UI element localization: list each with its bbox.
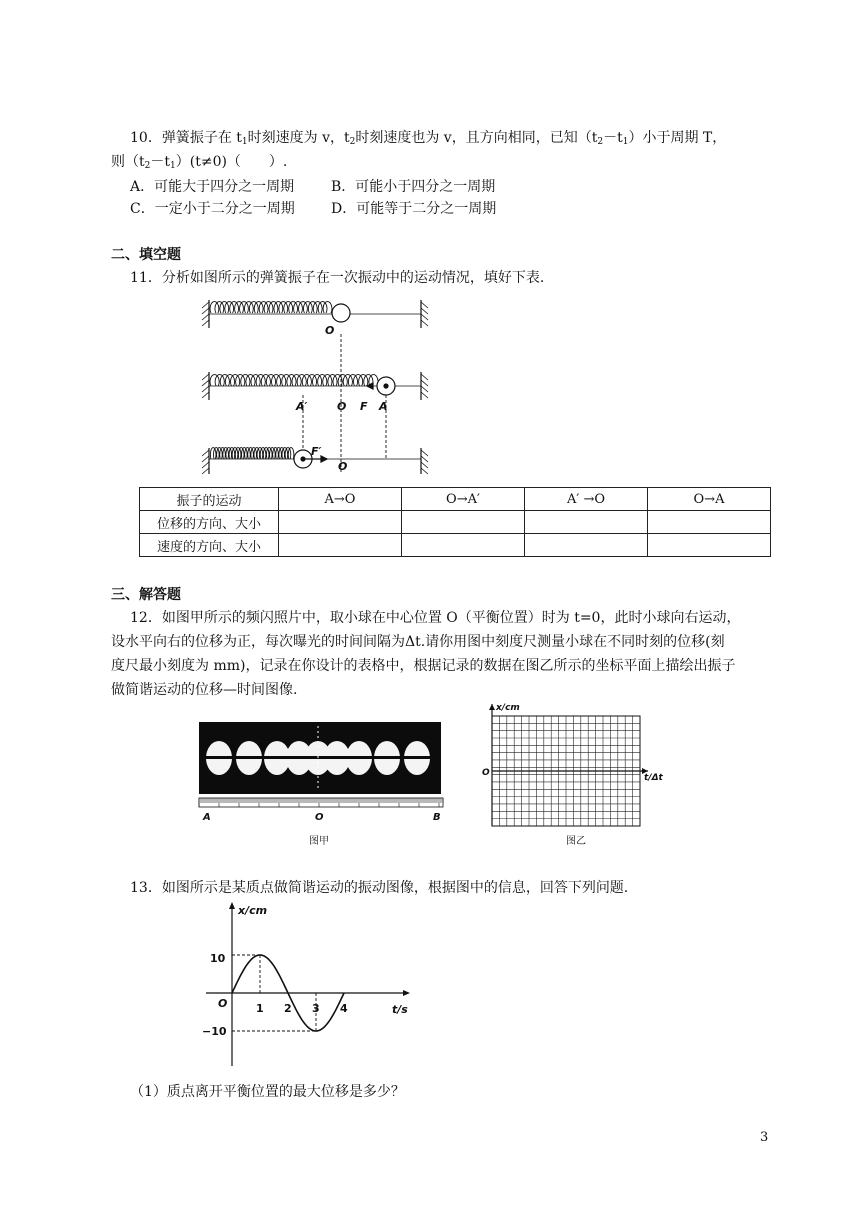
label-a: A bbox=[379, 400, 388, 413]
grid-x-label: t/Δt bbox=[644, 773, 663, 783]
q13-subquestion-1: （1）质点离开平衡位置的最大位移是多少？ bbox=[130, 1084, 405, 1100]
table-cell bbox=[402, 511, 525, 534]
label-f-prime: F′ bbox=[311, 445, 322, 458]
table-cell bbox=[279, 534, 402, 557]
table-cell bbox=[648, 511, 771, 534]
label-f: F bbox=[360, 400, 368, 413]
q10-line1: 10．弹簧振子在 $t_1$时刻速度为 v，$t_2$时刻速度也为 v，且方向相同，已知$(t_2-t_1)$小于周期 T， bbox=[130, 130, 727, 147]
ruler-label-a: A bbox=[203, 812, 211, 823]
vibration-graph bbox=[196, 900, 416, 1070]
q10-line2: 则$(t_2-t_1)(t\ne 0)$（ ）. bbox=[111, 154, 288, 171]
graph-origin: O bbox=[218, 997, 228, 1010]
table-header-cell: A→O bbox=[279, 488, 402, 511]
table-header-cell: O→A bbox=[648, 488, 771, 511]
ruler-label-b: B bbox=[433, 812, 441, 823]
q10-option-b: B．可能小于四分之一周期 bbox=[331, 179, 496, 195]
table-row-label: 位移的方向、大小 bbox=[140, 511, 279, 534]
ytick-label: −10 bbox=[202, 1025, 227, 1038]
table-header-cell: A′ →O bbox=[525, 488, 648, 511]
table-header-cell: O→A′ bbox=[402, 488, 525, 511]
ytick-label: 10 bbox=[210, 952, 226, 965]
fig-a-caption: 图甲 bbox=[309, 836, 329, 847]
table-cell bbox=[525, 511, 648, 534]
section-heading-answer: 三、解答题 bbox=[111, 587, 181, 603]
table-cell bbox=[402, 534, 525, 557]
label-o-row1: O bbox=[325, 324, 335, 337]
q10-option-d: D．可能等于二分之一周期 bbox=[331, 201, 497, 217]
motion-table bbox=[139, 487, 771, 557]
table-header-cell: 振子的运动 bbox=[140, 488, 279, 511]
table-header-row bbox=[140, 488, 771, 511]
label-a-prime: A′ bbox=[296, 400, 308, 413]
graph-x-label: t/s bbox=[392, 1003, 408, 1016]
q12-line4: 做简谐运动的位移—时间图像. bbox=[111, 682, 298, 698]
q13-text: 13．如图所示是某质点做简谐运动的振动图像，根据图中的信息，回答下列问题. bbox=[130, 880, 629, 896]
grid-origin: O bbox=[482, 768, 490, 778]
blank-grid-figure bbox=[478, 700, 678, 850]
q10-option-c: C．一定小于二分之一周期 bbox=[130, 201, 295, 217]
xtick-label: 4 bbox=[340, 1002, 348, 1015]
label-o-row3: O bbox=[338, 460, 348, 473]
page-number: 3 bbox=[760, 1130, 769, 1145]
table-row bbox=[140, 534, 771, 557]
section-heading-fill-in: 二、填空题 bbox=[111, 247, 181, 263]
strobe-photo-figure bbox=[197, 718, 451, 850]
q11-text: 11．分析如图所示的弹簧振子在一次振动中的运动情况，填好下表. bbox=[130, 270, 545, 286]
ruler-label-o: O bbox=[315, 812, 324, 823]
table-row-label: 速度的方向、大小 bbox=[140, 534, 279, 557]
label-o-row2: O bbox=[337, 400, 347, 413]
grid-y-label: x/cm bbox=[496, 703, 520, 713]
q12-line1: 12．如图甲所示的频闪照片中，取小球在中心位置 O（平衡位置）时为 t=0，此时小球向右运动， bbox=[130, 610, 741, 626]
q12-line2: 设水平向右的位移为正，每次曝光的时间间隔为Δt.请你用图中刻度尺测量小球在不同时刻的位移(刻 bbox=[111, 634, 725, 650]
spring-oscillator-figure bbox=[195, 292, 435, 478]
q12-line3: 度尺最小刻度为 mm)，记录在你设计的表格中，根据记录的数据在图乙所示的坐标平面上描绘出振子 bbox=[111, 658, 736, 674]
table-cell bbox=[525, 534, 648, 557]
q10-option-a: A．可能大于四分之一周期 bbox=[130, 179, 295, 195]
table-cell bbox=[648, 534, 771, 557]
graph-y-label: x/cm bbox=[238, 904, 268, 917]
xtick-label: 3 bbox=[312, 1002, 320, 1015]
xtick-label: 2 bbox=[284, 1002, 292, 1015]
table-row bbox=[140, 511, 771, 534]
fig-b-caption: 图乙 bbox=[566, 836, 586, 847]
table-cell bbox=[279, 511, 402, 534]
xtick-label: 1 bbox=[256, 1002, 264, 1015]
